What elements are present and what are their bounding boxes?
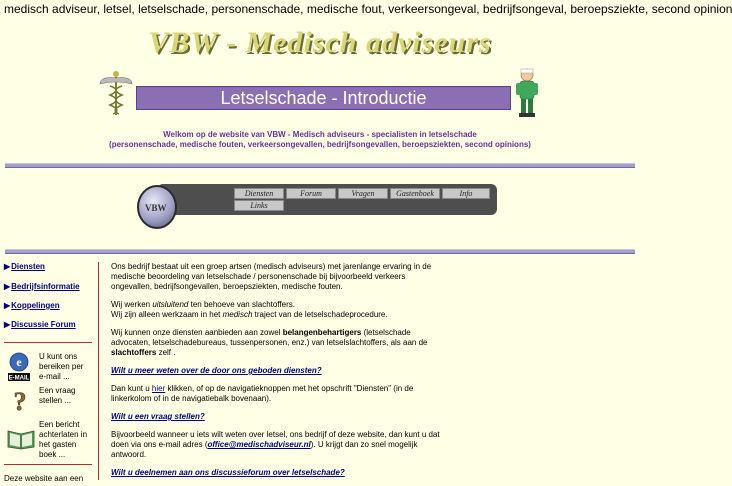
emphasis-text: uitsluitend bbox=[152, 300, 189, 309]
question-heading-forum[interactable]: Wilt u deelnemen aan ons discussieforum over letselschade? bbox=[111, 468, 345, 477]
sidebar-bottom-text: Deze website aan een bbox=[4, 474, 84, 483]
svg-text:e: e bbox=[16, 355, 22, 369]
email-icon-label: E-MAIL bbox=[8, 375, 30, 382]
nav-button-info[interactable]: Info bbox=[442, 188, 490, 199]
nav-button-diensten[interactable]: Diensten bbox=[234, 188, 284, 199]
text-fragment: klikken, of op de navigatieknoppen met het opschrift "Diensten" (in de linkerkolom of in de navigatiebalk bovenaan). bbox=[111, 384, 414, 403]
email-paragraph bbox=[111, 430, 441, 460]
sidebar-item-koppelingen[interactable] bbox=[4, 301, 60, 310]
text-fragment: Wij zijn alleen werkzaam in het bbox=[111, 310, 223, 319]
arrow-right-icon: ▶ bbox=[4, 262, 11, 271]
sidebar-item-diensten[interactable] bbox=[4, 262, 45, 271]
arrow-right-icon: ▶ bbox=[4, 301, 11, 310]
email-link[interactable]: office@medischadviseur.nl bbox=[207, 440, 311, 449]
here-link[interactable]: hier bbox=[151, 384, 166, 393]
page-title-banner: Letselschade - Introductie bbox=[136, 86, 511, 110]
bold-text: slachtoffers bbox=[111, 348, 157, 357]
nav-button-links[interactable]: Links bbox=[234, 200, 284, 211]
guestbook-icon[interactable] bbox=[6, 428, 36, 450]
guestbook-text[interactable]: Een bericht achterlaten in het gasten boek ... bbox=[39, 420, 88, 459]
caduceus-icon bbox=[98, 70, 134, 116]
navigation-bar bbox=[137, 181, 497, 233]
keywords-line: medisch adviseur, letsel, letselschade, personenschade, medische fout, verkeersongeval, bedrijfsongeval, beroepsziekte, second opinion bbox=[4, 2, 732, 16]
services-paragraph bbox=[111, 328, 441, 358]
email-info-text[interactable]: U kunt ons bereiken per e-mail ... bbox=[39, 352, 84, 381]
site-logo: VBW - Medisch adviseurs bbox=[148, 26, 492, 59]
emphasis-text: medisch bbox=[222, 310, 253, 319]
arrow-right-icon: ▶ bbox=[4, 282, 11, 291]
text-fragment: ten behoeve van slachtoffers. bbox=[188, 300, 295, 309]
sidebar-item-label: Bedrijfsinformatie bbox=[11, 282, 80, 291]
question-mark-icon[interactable] bbox=[10, 388, 30, 414]
text-fragment: traject van de letselschadeprocedure. bbox=[252, 310, 388, 319]
column-divider bbox=[98, 262, 99, 480]
question-heading-services[interactable]: Wilt u meer weten over de door ons geboden diensten? bbox=[111, 366, 322, 375]
text-fragment: ). U krijgt dan zo snel mogelijk antwoord. bbox=[111, 440, 418, 459]
arrow-right-icon: ▶ bbox=[4, 320, 11, 329]
welcome-text bbox=[0, 130, 640, 150]
sidebar-item-bedrijfsinformatie[interactable] bbox=[4, 282, 80, 291]
text-fragment: Wij kunnen onze diensten aanbieden aan zowel bbox=[111, 328, 283, 337]
sidebar-item-label: Discussie Forum bbox=[11, 320, 76, 329]
navigation-logo-ball[interactable] bbox=[137, 185, 177, 229]
text-fragment: Dan kunt u bbox=[111, 384, 152, 393]
services-link-paragraph bbox=[111, 384, 441, 404]
text-fragment: zelf . bbox=[156, 348, 176, 357]
sidebar-item-label: Koppelingen bbox=[11, 301, 60, 310]
svg-text:?: ? bbox=[13, 387, 27, 416]
text-fragment: Bijvoorbeeld wanneer u iets wilt weten over letsel, ons bedrijf of deze website, dan kunt u dat doen via ons e-mail adres ( bbox=[111, 430, 440, 449]
ask-question-text[interactable]: Een vraag stellen ... bbox=[39, 386, 76, 405]
sidebar-item-label: Diensten bbox=[11, 262, 45, 271]
nav-button-gastenboek[interactable]: Gastenboek bbox=[390, 188, 440, 199]
email-icon[interactable] bbox=[6, 352, 32, 382]
nav-button-forum[interactable]: Forum bbox=[286, 188, 336, 199]
welcome-line-1: Welkom op de website van VBW - Medisch adviseurs - specialisten in letselschade bbox=[163, 130, 477, 139]
divider-top bbox=[5, 163, 635, 168]
nav-button-vragen[interactable]: Vragen bbox=[338, 188, 388, 199]
welcome-line-2: (personenschade, medische fouten, verkeersongevallen, bedrijfsongevallen, beroepsziekten, second opinions) bbox=[109, 140, 531, 149]
work-paragraph bbox=[111, 300, 441, 320]
sidebar-separator bbox=[4, 464, 92, 465]
sidebar-separator bbox=[4, 342, 92, 343]
intro-paragraph: Ons bedrijf bestaat uit een groep artsen (medisch adviseurs) met jarenlange ervaring in de medische beoordeling van letselschade / personenschade bij bijvoorbeeld verkeers ongevallen, bedrijfsongevallen, beroepsziekten, medische fouten. bbox=[111, 262, 432, 291]
text-fragment: (letselschade advocaten, letselschadebureaus, tussenpersonen, enz.) van letselslachtoffers, als aan de bbox=[111, 328, 428, 347]
bold-text: belangenbehartigers bbox=[282, 328, 362, 337]
navigation-logo-text: VBW bbox=[145, 203, 167, 213]
text-fragment: Wij werken bbox=[111, 300, 153, 309]
main-content bbox=[111, 262, 441, 486]
question-heading-ask[interactable]: Wilt u een vraag stellen? bbox=[111, 412, 205, 421]
divider-middle bbox=[5, 249, 635, 254]
doctor-icon bbox=[514, 68, 540, 118]
sidebar-item-discussie-forum[interactable] bbox=[4, 320, 76, 329]
